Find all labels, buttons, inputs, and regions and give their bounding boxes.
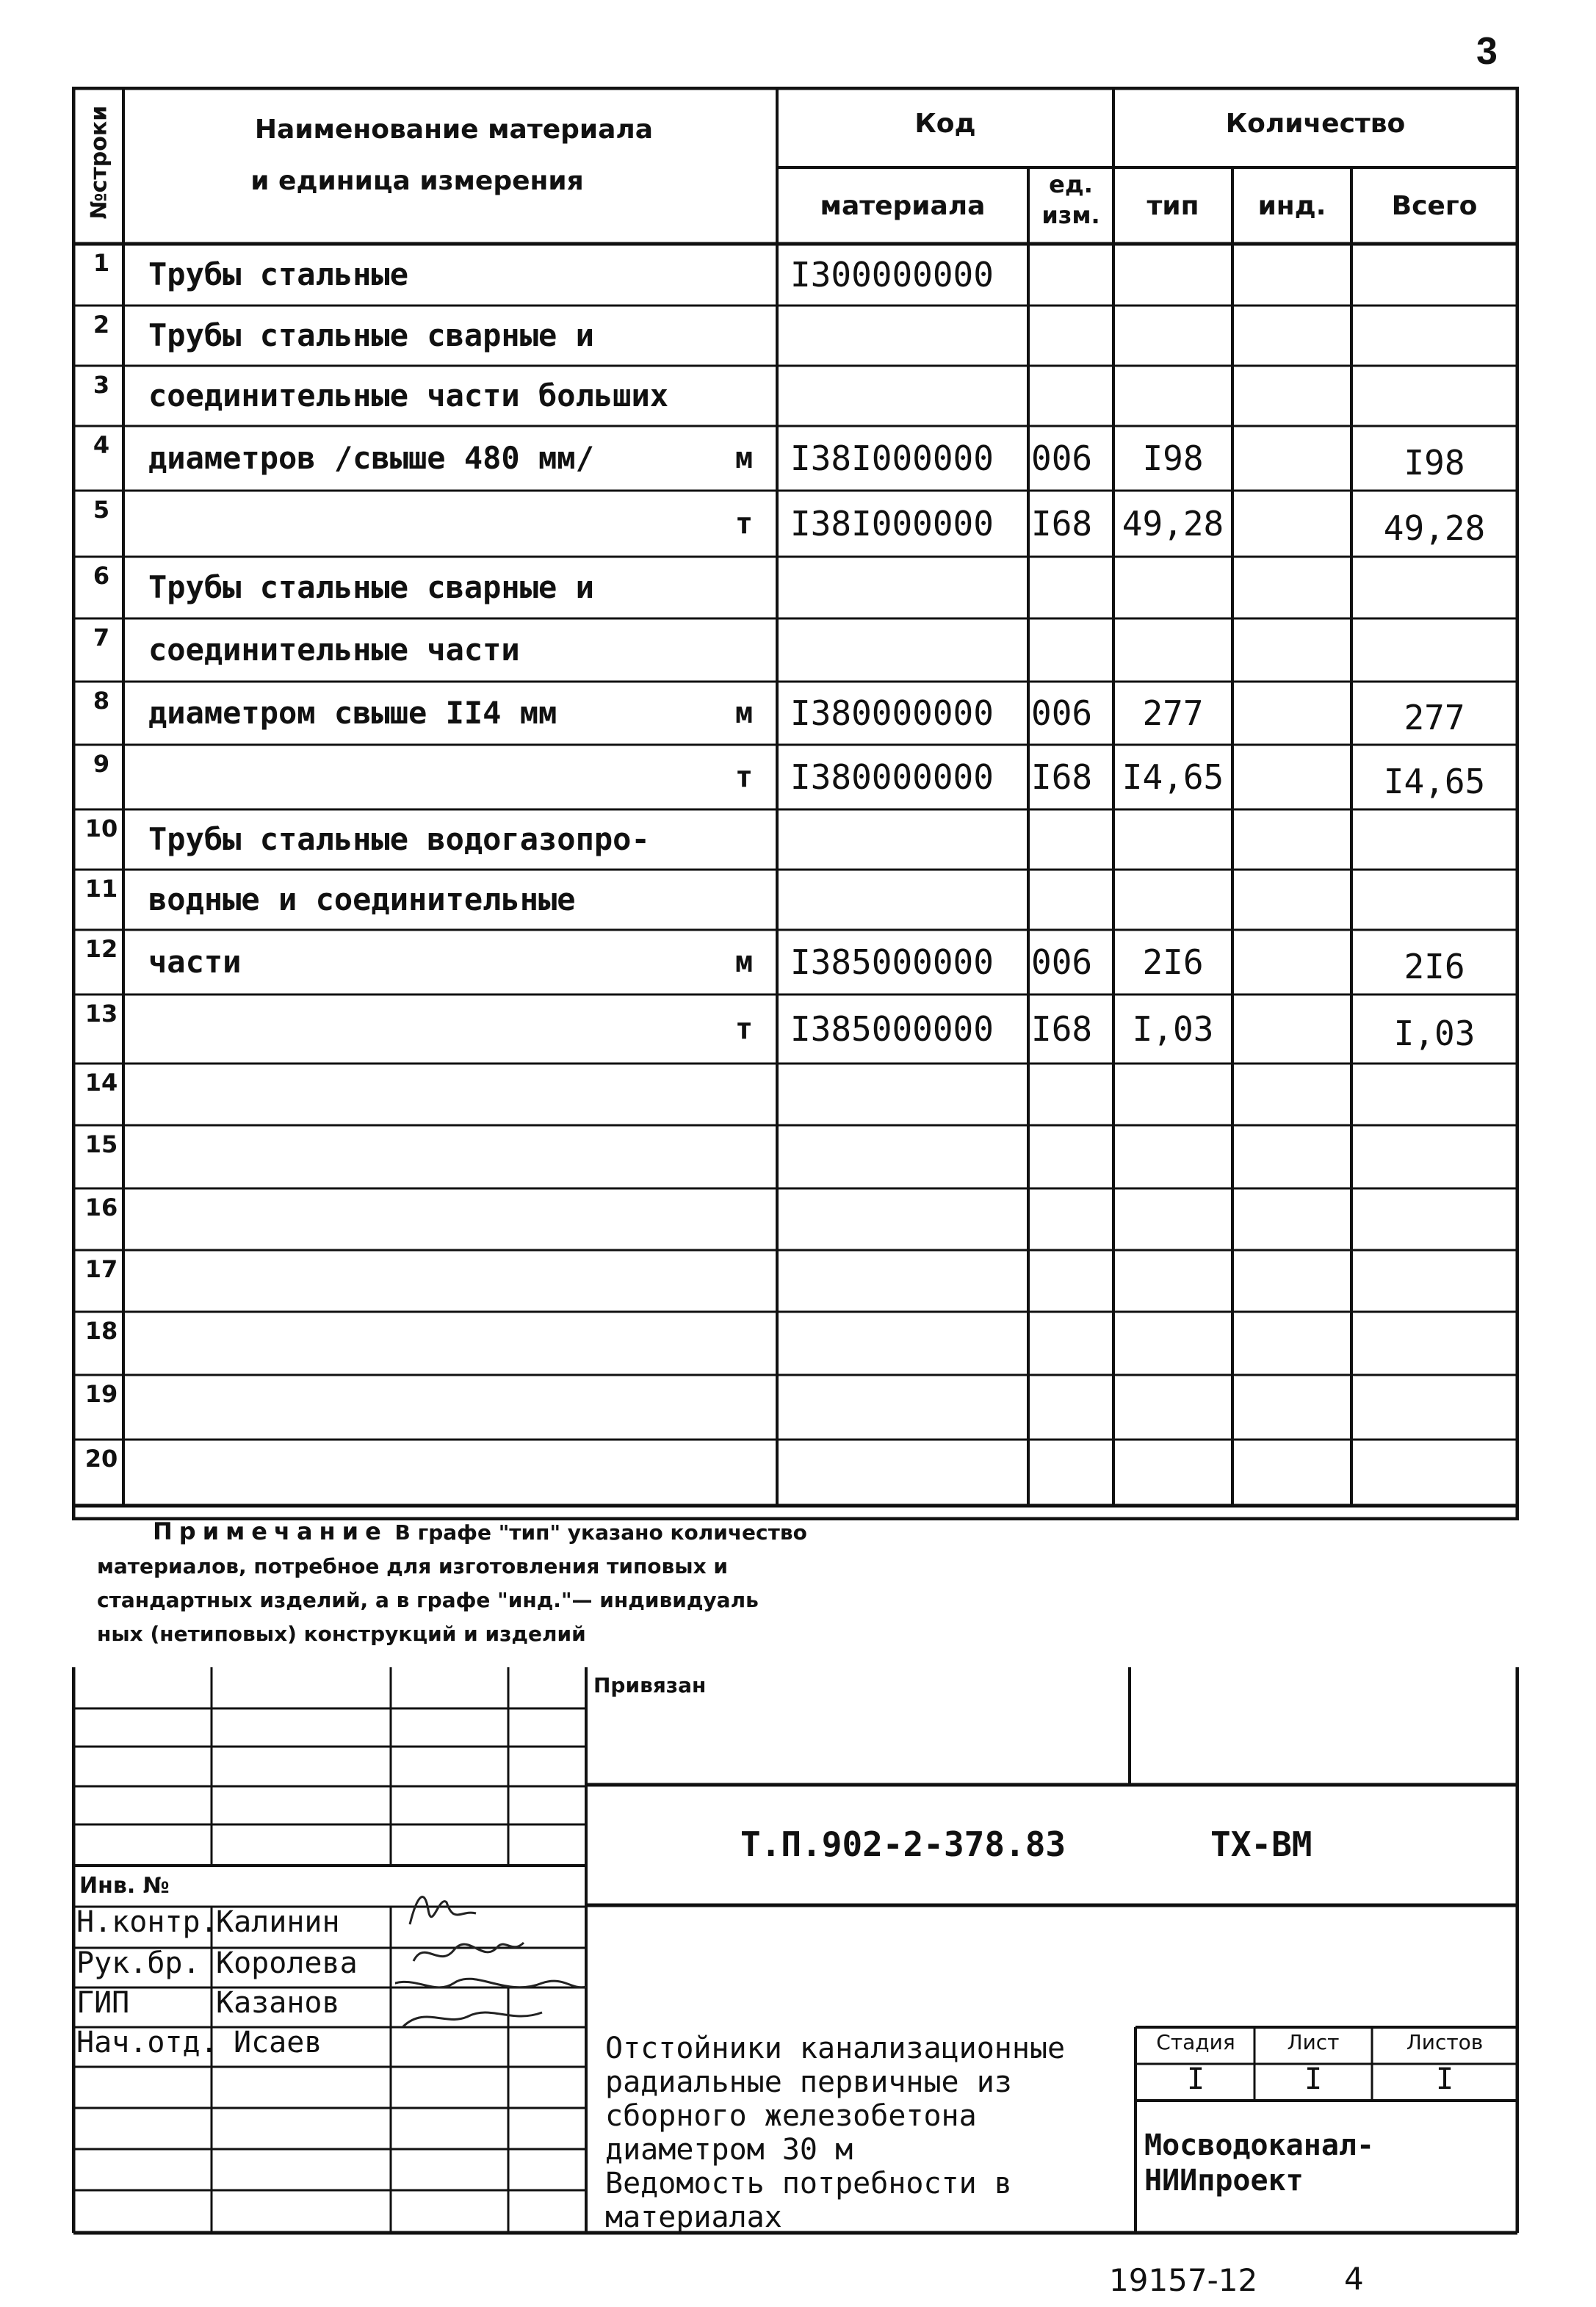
signer-role: Н.контр. [76,1905,218,1939]
material-name: диаметром свыше II4 мм [148,695,557,731]
unit-code: 006 [1031,693,1093,733]
material-name: Трубы стальные [148,256,409,292]
row-number: 15 [84,1130,118,1158]
title-line: радиальные первичные из [605,2065,1012,2099]
organization-line1: Мосводоканал- [1144,2129,1375,2162]
material-name: соединительные части больших [148,378,669,414]
signer-role: Рук.бр. [76,1946,201,1980]
qty-tip: 2I6 [1142,942,1204,982]
sheets-label: Листов [1406,2030,1484,2054]
sheet-label: Лист [1287,2030,1340,2054]
signer-role: Нач.отд. [76,2026,218,2059]
qty-tip: 277 [1142,693,1204,733]
material-code: I300000000 [790,255,994,295]
row-number: 3 [93,371,110,399]
unit-code: I68 [1031,1009,1093,1049]
row-number: 13 [84,1000,118,1028]
materials-table [72,87,1519,1646]
footer-page: 4 [1344,2261,1364,2297]
name-header-line1: Наименование материала [254,115,654,145]
page-number: 3 [1476,30,1498,73]
code-unit-header-line1: ед. [1049,170,1093,198]
row-number: 1 [93,249,110,277]
row-number: 4 [93,431,110,459]
note-block [153,1514,807,1550]
qty-ind-header: инд. [1257,191,1326,221]
material-code: I38I000000 [790,438,994,478]
unit-code: 006 [1031,942,1093,982]
row-number: 9 [93,750,110,778]
row-number: 20 [84,1445,118,1473]
material-code: I385000000 [790,1009,994,1049]
row-number: 14 [84,1069,118,1097]
qty-total: 2I6 [1404,947,1465,986]
signatures [395,1880,615,2027]
row-number: 5 [93,496,110,524]
material-code: I380000000 [790,693,994,733]
note-line3: стандартных изделий, а в графе "инд."— индивидуаль [97,1588,759,1612]
row-number: 16 [84,1194,118,1221]
name-header-line2: и единица измерения [250,166,584,196]
unit-name: т [734,507,754,541]
signer-name: Исаев [234,2026,322,2059]
sheets-value: I [1435,2062,1454,2096]
qty-total: I4,65 [1383,762,1486,801]
row-number-header: №строки [86,105,112,220]
material-name: соединительные части [148,632,520,668]
title-block [72,1667,1519,2255]
inventory-number: Инв. № [79,1873,170,1899]
title-line: диаметром 30 м [605,2133,853,2167]
note-line4: ных (нетиповых) конструкций и изделий [97,1622,586,1646]
qty-tip: I,03 [1132,1009,1214,1049]
title-line: Отстойники канализационные [605,2032,1066,2065]
signer-name: Калинин [216,1905,340,1939]
note-lead: Примечание [153,1517,388,1545]
row-number: 10 [84,815,118,842]
material-code: I38I000000 [790,504,994,544]
organization-line2: НИИпроект [1144,2164,1304,2198]
row-number: 12 [84,935,118,963]
document-mark: ТХ-ВМ [1210,1824,1312,1864]
document-code: Т.П.902-2-378.83 [740,1824,1066,1864]
qty-total: 49,28 [1383,508,1486,548]
bound-label: Привязан [593,1673,707,1697]
row-number: 6 [93,562,110,590]
stage-value: I [1186,2062,1205,2096]
qty-tip-header: тип [1147,191,1199,221]
unit-code: 006 [1031,438,1093,478]
note-line2: материалов, потребное для изготовления типовых и [97,1554,728,1578]
sheet-value: I [1304,2062,1323,2096]
qty-group-header: Количество [1225,109,1406,139]
code-unit-header-line2: изм. [1041,201,1100,229]
row-number: 11 [84,875,118,903]
material-name: Трубы стальные водогазопро- [148,821,650,857]
row-number: 2 [93,311,110,339]
code-material-header: материала [820,191,986,221]
unit-name: м [734,441,754,475]
row-number: 7 [93,624,110,651]
qty-total: I98 [1404,443,1465,483]
signer-role: ГИП [76,1986,130,2020]
material-code: I380000000 [790,757,994,797]
row-number: 17 [84,1255,118,1283]
unit-code: I68 [1031,504,1093,544]
table-grid [72,87,1519,1520]
qty-tip: I98 [1142,438,1204,478]
row-number: 19 [84,1380,118,1408]
code-group-header: Код [914,109,976,139]
material-name: Трубы стальные сварные и [148,317,594,353]
signer-name: Королева [216,1946,358,1980]
row-number: 8 [93,687,110,715]
material-name: Трубы стальные сварные и [148,569,594,605]
unit-name: т [734,760,754,794]
unit-name: м [734,945,754,979]
title-line: материалах [605,2201,782,2234]
title-line: Ведомость потребности в [605,2167,1012,2201]
unit-name: т [734,1012,754,1046]
signer-name: Казанов [216,1986,340,2020]
stage-label: Стадия [1156,2030,1235,2054]
qty-total-header: Всего [1391,191,1478,221]
material-name: водные и соединительные [148,881,576,917]
note-line1: В графе "тип" указано количество [394,1520,807,1545]
material-code: I385000000 [790,942,994,982]
material-name: части [148,944,242,980]
row-number: 18 [84,1317,118,1345]
unit-code: I68 [1031,757,1093,797]
qty-total: I,03 [1393,1014,1476,1053]
qty-total: 277 [1404,698,1465,737]
unit-name: м [734,696,754,730]
qty-tip: I4,65 [1122,757,1224,797]
title-line: сборного железобетона [605,2099,977,2133]
footer-number: 19157-12 [1109,2262,1258,2298]
qty-tip: 49,28 [1122,504,1224,544]
material-name: диаметров /свыше 480 мм/ [148,440,594,476]
